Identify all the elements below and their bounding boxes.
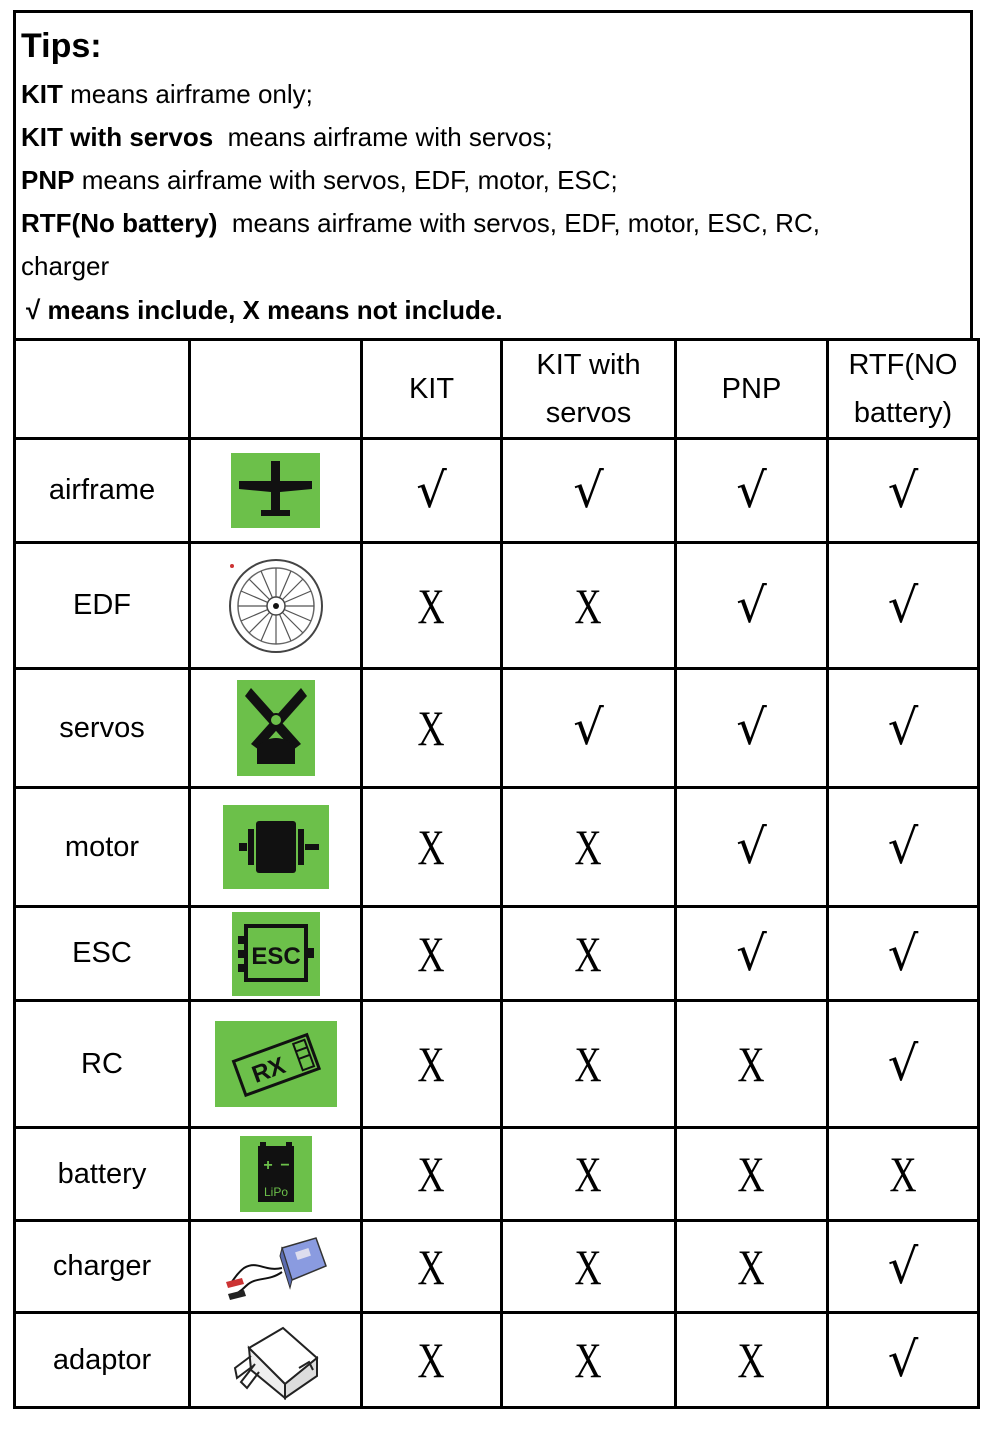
mark-cell: √ — [828, 1221, 979, 1313]
mark-cell: √ — [828, 1313, 979, 1408]
esc-icon-label: ESC — [250, 942, 301, 970]
table-row — [15, 543, 979, 669]
mark-cell: X — [502, 1313, 676, 1408]
row-icon-cell — [190, 1128, 362, 1221]
motor-icon — [223, 805, 329, 889]
row-label: charger — [15, 1221, 190, 1313]
row-label: RC — [15, 1001, 190, 1128]
mark-cell: X — [502, 907, 676, 1001]
mark-cell: √ — [502, 669, 676, 788]
mark-cell: √ — [676, 907, 828, 1001]
header-kit: KIT — [362, 340, 502, 439]
mark-cell: √ — [676, 669, 828, 788]
esc-icon — [232, 912, 320, 996]
tips-title: Tips: — [21, 27, 102, 65]
row-icon-cell — [190, 907, 362, 1001]
mark-cell: X — [362, 907, 502, 1001]
mark-cell: √ — [828, 543, 979, 669]
mark-cell: X — [676, 1128, 828, 1221]
tip-line-rtf: RTF(No battery) means airframe with servos, EDF, motor, ESC, RC, — [21, 208, 820, 238]
mark-cell: X — [502, 543, 676, 669]
mark-cell: X — [362, 788, 502, 907]
mark-cell: √ — [502, 439, 676, 543]
battery-plus-label: + — [262, 1157, 273, 1174]
tips-box — [13, 10, 973, 338]
mark-cell: X — [502, 1001, 676, 1128]
table-row — [15, 439, 979, 543]
mark-cell: X — [362, 1128, 502, 1221]
tip-line-kit: KIT means airframe only; — [21, 79, 313, 109]
mark-cell: X — [676, 1221, 828, 1313]
receiver-icon — [215, 1021, 337, 1107]
battery-minus-label: − — [279, 1157, 290, 1174]
receiver-icon-label: RX — [247, 1051, 289, 1089]
mark-cell: √ — [828, 788, 979, 907]
airplane-icon — [231, 453, 320, 528]
mark-cell: X — [828, 1128, 979, 1221]
tip-line-kit-servos: KIT with servos means airframe with servos; — [21, 122, 553, 152]
battery-icon — [240, 1136, 312, 1212]
header-cell-blank — [190, 340, 362, 439]
mark-cell: X — [502, 788, 676, 907]
mark-cell: X — [362, 1001, 502, 1128]
row-label: EDF — [15, 543, 190, 669]
mark-cell: X — [362, 1313, 502, 1408]
row-icon-cell — [190, 788, 362, 907]
table-row — [15, 669, 979, 788]
mark-cell: X — [502, 1221, 676, 1313]
mark-cell: X — [502, 1128, 676, 1221]
table-row — [15, 1313, 979, 1408]
header-kit-with-servos: KIT with servos — [502, 340, 676, 439]
header-pnp: PNP — [676, 340, 828, 439]
row-label: airframe — [15, 439, 190, 543]
row-label: servos — [15, 669, 190, 788]
charger-icon — [224, 1232, 328, 1302]
row-icon-cell — [190, 439, 362, 543]
adaptor-icon — [221, 1318, 331, 1402]
table-row — [15, 1128, 979, 1221]
row-icon-cell — [190, 1313, 362, 1408]
mark-cell: √ — [828, 669, 979, 788]
mark-cell: X — [676, 1313, 828, 1408]
row-label: battery — [15, 1128, 190, 1221]
table-row — [15, 1221, 979, 1313]
mark-cell: X — [362, 543, 502, 669]
fan-icon — [226, 556, 326, 656]
mark-cell: √ — [676, 439, 828, 543]
mark-cell: X — [362, 1221, 502, 1313]
mark-cell: √ — [828, 439, 979, 543]
header-rtf: RTF(NO battery) — [828, 340, 979, 439]
mark-cell: √ — [362, 439, 502, 543]
mark-cell: √ — [828, 907, 979, 1001]
tips-legend-note: √ means include, X means not include. — [26, 295, 503, 325]
row-icon-cell — [190, 543, 362, 669]
row-icon-cell — [190, 1221, 362, 1313]
tip-line-charger: charger — [21, 251, 110, 281]
table-row — [15, 1001, 979, 1128]
row-label: motor — [15, 788, 190, 907]
servo-icon — [237, 680, 315, 776]
mark-cell: √ — [676, 543, 828, 669]
comparison-table — [13, 338, 980, 1409]
battery-icon-label: LiPo — [263, 1185, 288, 1199]
row-label: adaptor — [15, 1313, 190, 1408]
row-icon-cell — [190, 669, 362, 788]
header-cell-blank — [15, 340, 190, 439]
row-icon-cell — [190, 1001, 362, 1128]
mark-cell: √ — [828, 1001, 979, 1128]
table-row — [15, 907, 979, 1001]
mark-cell: X — [676, 1001, 828, 1128]
table-row — [15, 788, 979, 907]
header-row — [15, 340, 979, 439]
mark-cell: X — [362, 669, 502, 788]
mark-cell: √ — [676, 788, 828, 907]
tip-line-pnp: PNP means airframe with servos, EDF, motor, ESC; — [21, 165, 618, 195]
row-label: ESC — [15, 907, 190, 1001]
